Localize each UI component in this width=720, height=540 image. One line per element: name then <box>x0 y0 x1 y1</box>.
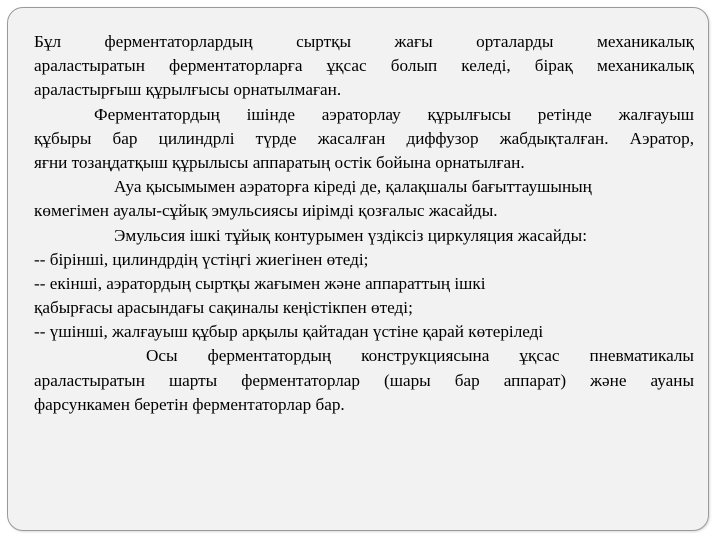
text-line: фарсункамен беретін ферментаторлар бар. <box>34 394 345 414</box>
text-line: яғни тозаңдатқыш құрылысы аппаратың остік бойына орнатылған. <box>34 152 525 172</box>
text-line: Ауа қысымымен аэраторға кіреді де, қалақшалы бағыттаушының <box>114 177 592 197</box>
text-line: құбыры бар цилиндрлі түрде жасалған диффузор жабдықталған. Аэратор, <box>34 128 694 148</box>
text-line: Ферментатордың ішінде аэраторлау құрылғысы ретінде жалғауыш <box>94 104 694 124</box>
text-body <box>34 30 694 417</box>
text-line: араластырғыш құрылғысы орнатылмаған. <box>34 80 342 100</box>
text-line: -- үшінші, жалғауыш құбыр арқылы қайтадан үстіне қарай көтеріледі <box>34 322 544 342</box>
text-line: араластыратын шарты ферментаторлар (шары бар аппарат) және ауаны <box>34 370 694 390</box>
slide-frame <box>7 7 709 531</box>
text-line: араластыратын ферментаторларға ұқсас болып келеді, бірақ механикалық <box>34 56 694 76</box>
text-line: -- екінші, аэратордың сыртқы жағымен және аппараттың ішкі <box>34 273 486 293</box>
text-line: Эмульсия ішкі тұйық контурымен үздіксіз циркуляция жасайды: <box>114 225 587 245</box>
text-line: Осы ферментатордың конструкциясына ұқсас пневматикалы <box>146 346 694 366</box>
text-line: Бұл ферментаторлардың сыртқы жағы орталарды механикалық <box>34 32 694 51</box>
text-line: -- біріншi, цилиндрдің үстіңгі жиегінен өтеді; <box>34 249 369 269</box>
text-line: қабырғасы арасындағы сақиналы кеңістікпен өтеді; <box>34 298 413 318</box>
text-line: көмегімен ауалы-сұйық эмульсиясы иірімді қозғалыс жасайды. <box>34 201 498 221</box>
